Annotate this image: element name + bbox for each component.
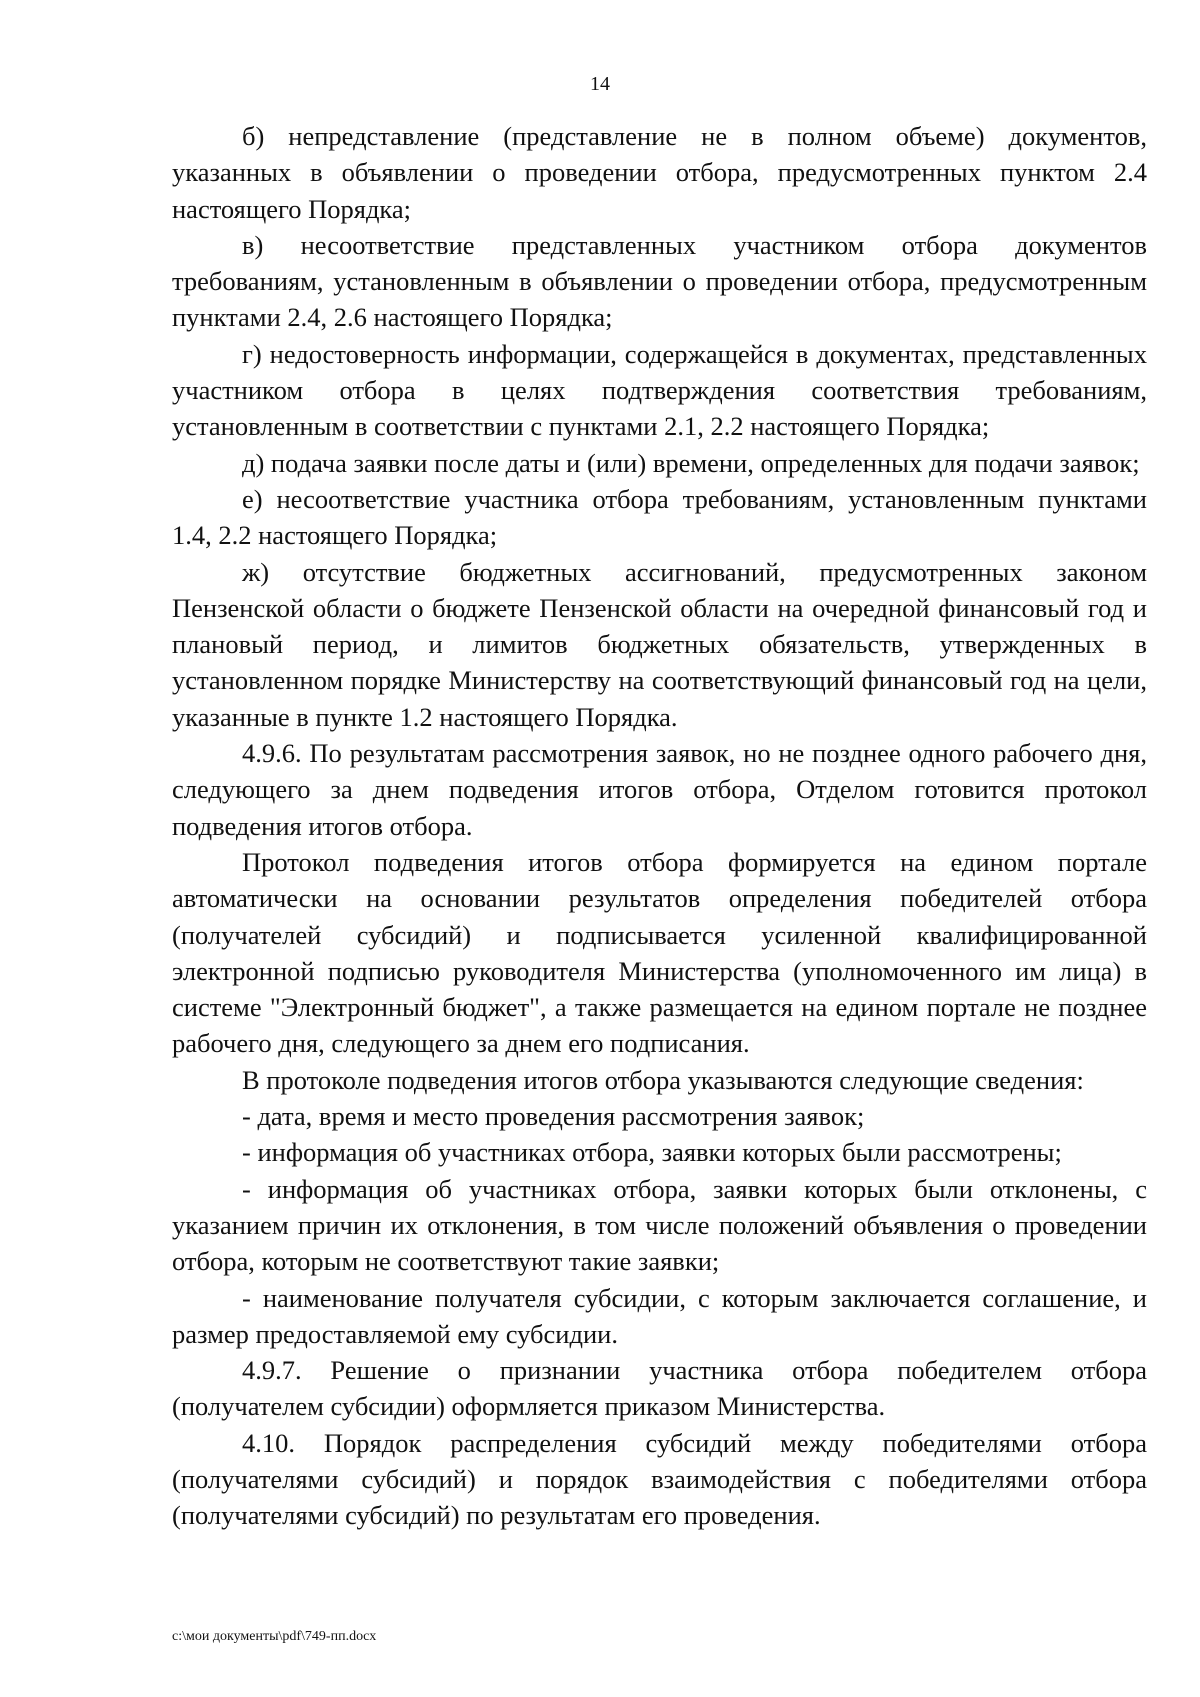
document-body: [172, 118, 1147, 1534]
paragraph-item-e: е) несоответствие участника отбора требованиям, установленным пунктами 1.4, 2.2 настоящего Порядка;: [172, 483, 1147, 551]
paragraph-item-d: д) подача заявки после даты и (или) времени, определенных для подачи заявок;: [242, 447, 1140, 478]
paragraph-4-9-6: 4.9.6. По результатам рассмотрения заявок, но не позднее одного рабочего дня, следующего за днем подведения итогов отбора, Отделом готовится протокол подведения итогов отбора.: [172, 738, 1147, 841]
page-number: 14: [590, 73, 610, 95]
footer-file-path: c:\мои документы\pdf\749-пп.docx: [172, 1629, 377, 1644]
paragraph-item-zh: ж) отсутствие бюджетных ассигнований, предусмотренных законом Пензенской области о бюджете Пензенской области на очередной финансовый год и плановый период, и лимитов бюджетных обязательств, утвержденных в установленном порядке Министерству на соответствующий финансовый год на цели, указанные в пункте 1.2 настоящего Порядка.: [172, 556, 1147, 732]
list-item-reviewed-participants: - информация об участниках отбора, заявки которых были рассмотрены;: [242, 1137, 1062, 1168]
list-item-date-time-place: - дата, время и место проведения рассмотрения заявок;: [242, 1101, 865, 1132]
paragraph-item-g: г) недостоверность информации, содержащейся в документах, представленных участником отбора в целях подтверждения соответствия требованиям, установленным в соответствии с пунктами 2.1, 2.2 настоящего Порядка;: [172, 338, 1147, 442]
paragraph-4-9-7: 4.9.7. Решение о признании участника отбора победителем отбора (получателем субсидии) оформляется приказом Министерства.: [172, 1355, 1147, 1422]
paragraph-item-v: в) несоответствие представленных участником отбора документов требованиям, установленным в объявлении о проведении отбора, предусмотренным пунктами 2.4, 2.6 настоящего Порядка;: [172, 229, 1147, 333]
paragraph-protocol-contents-intro: В протоколе подведения итогов отбора указываются следующие сведения:: [242, 1064, 1084, 1095]
paragraph-item-b: б) непредставление (представление не в полном объеме) документов, указанных в объявлении о проведении отбора, предусмотренных пунктом 2.4 настоящего Порядка;: [172, 121, 1147, 224]
list-item-rejected-participants: - информация об участниках отбора, заявки которых были отклонены, с указанием причин их отклонения, в том числе положений объявления о проведении отбора, которым не соответствуют такие заявки;: [172, 1173, 1147, 1277]
paragraph-4-10: 4.10. Порядок распределения субсидий между победителями отбора (получателями субсидий) и порядок взаимодействия с победителями отбора (получателями субсидий) по результатам его проведения.: [172, 1427, 1147, 1531]
list-item-recipient-name: - наименование получателя субсидии, с которым заключается соглашение, и размер предоставляемой ему субсидии.: [172, 1282, 1147, 1349]
paragraph-protocol-formation: Протокол подведения итогов отбора формируется на едином портале автоматически на основании результатов определения победителей отбора (получателей субсидий) и подписывается усиленной квалифицированной электронной подписью руководителя Министерства (уполномоченного им лица) в системе "Электронный бюджет", а также размещается на едином портале не позднее рабочего дня, следующего за днем его подписания.: [172, 846, 1147, 1059]
